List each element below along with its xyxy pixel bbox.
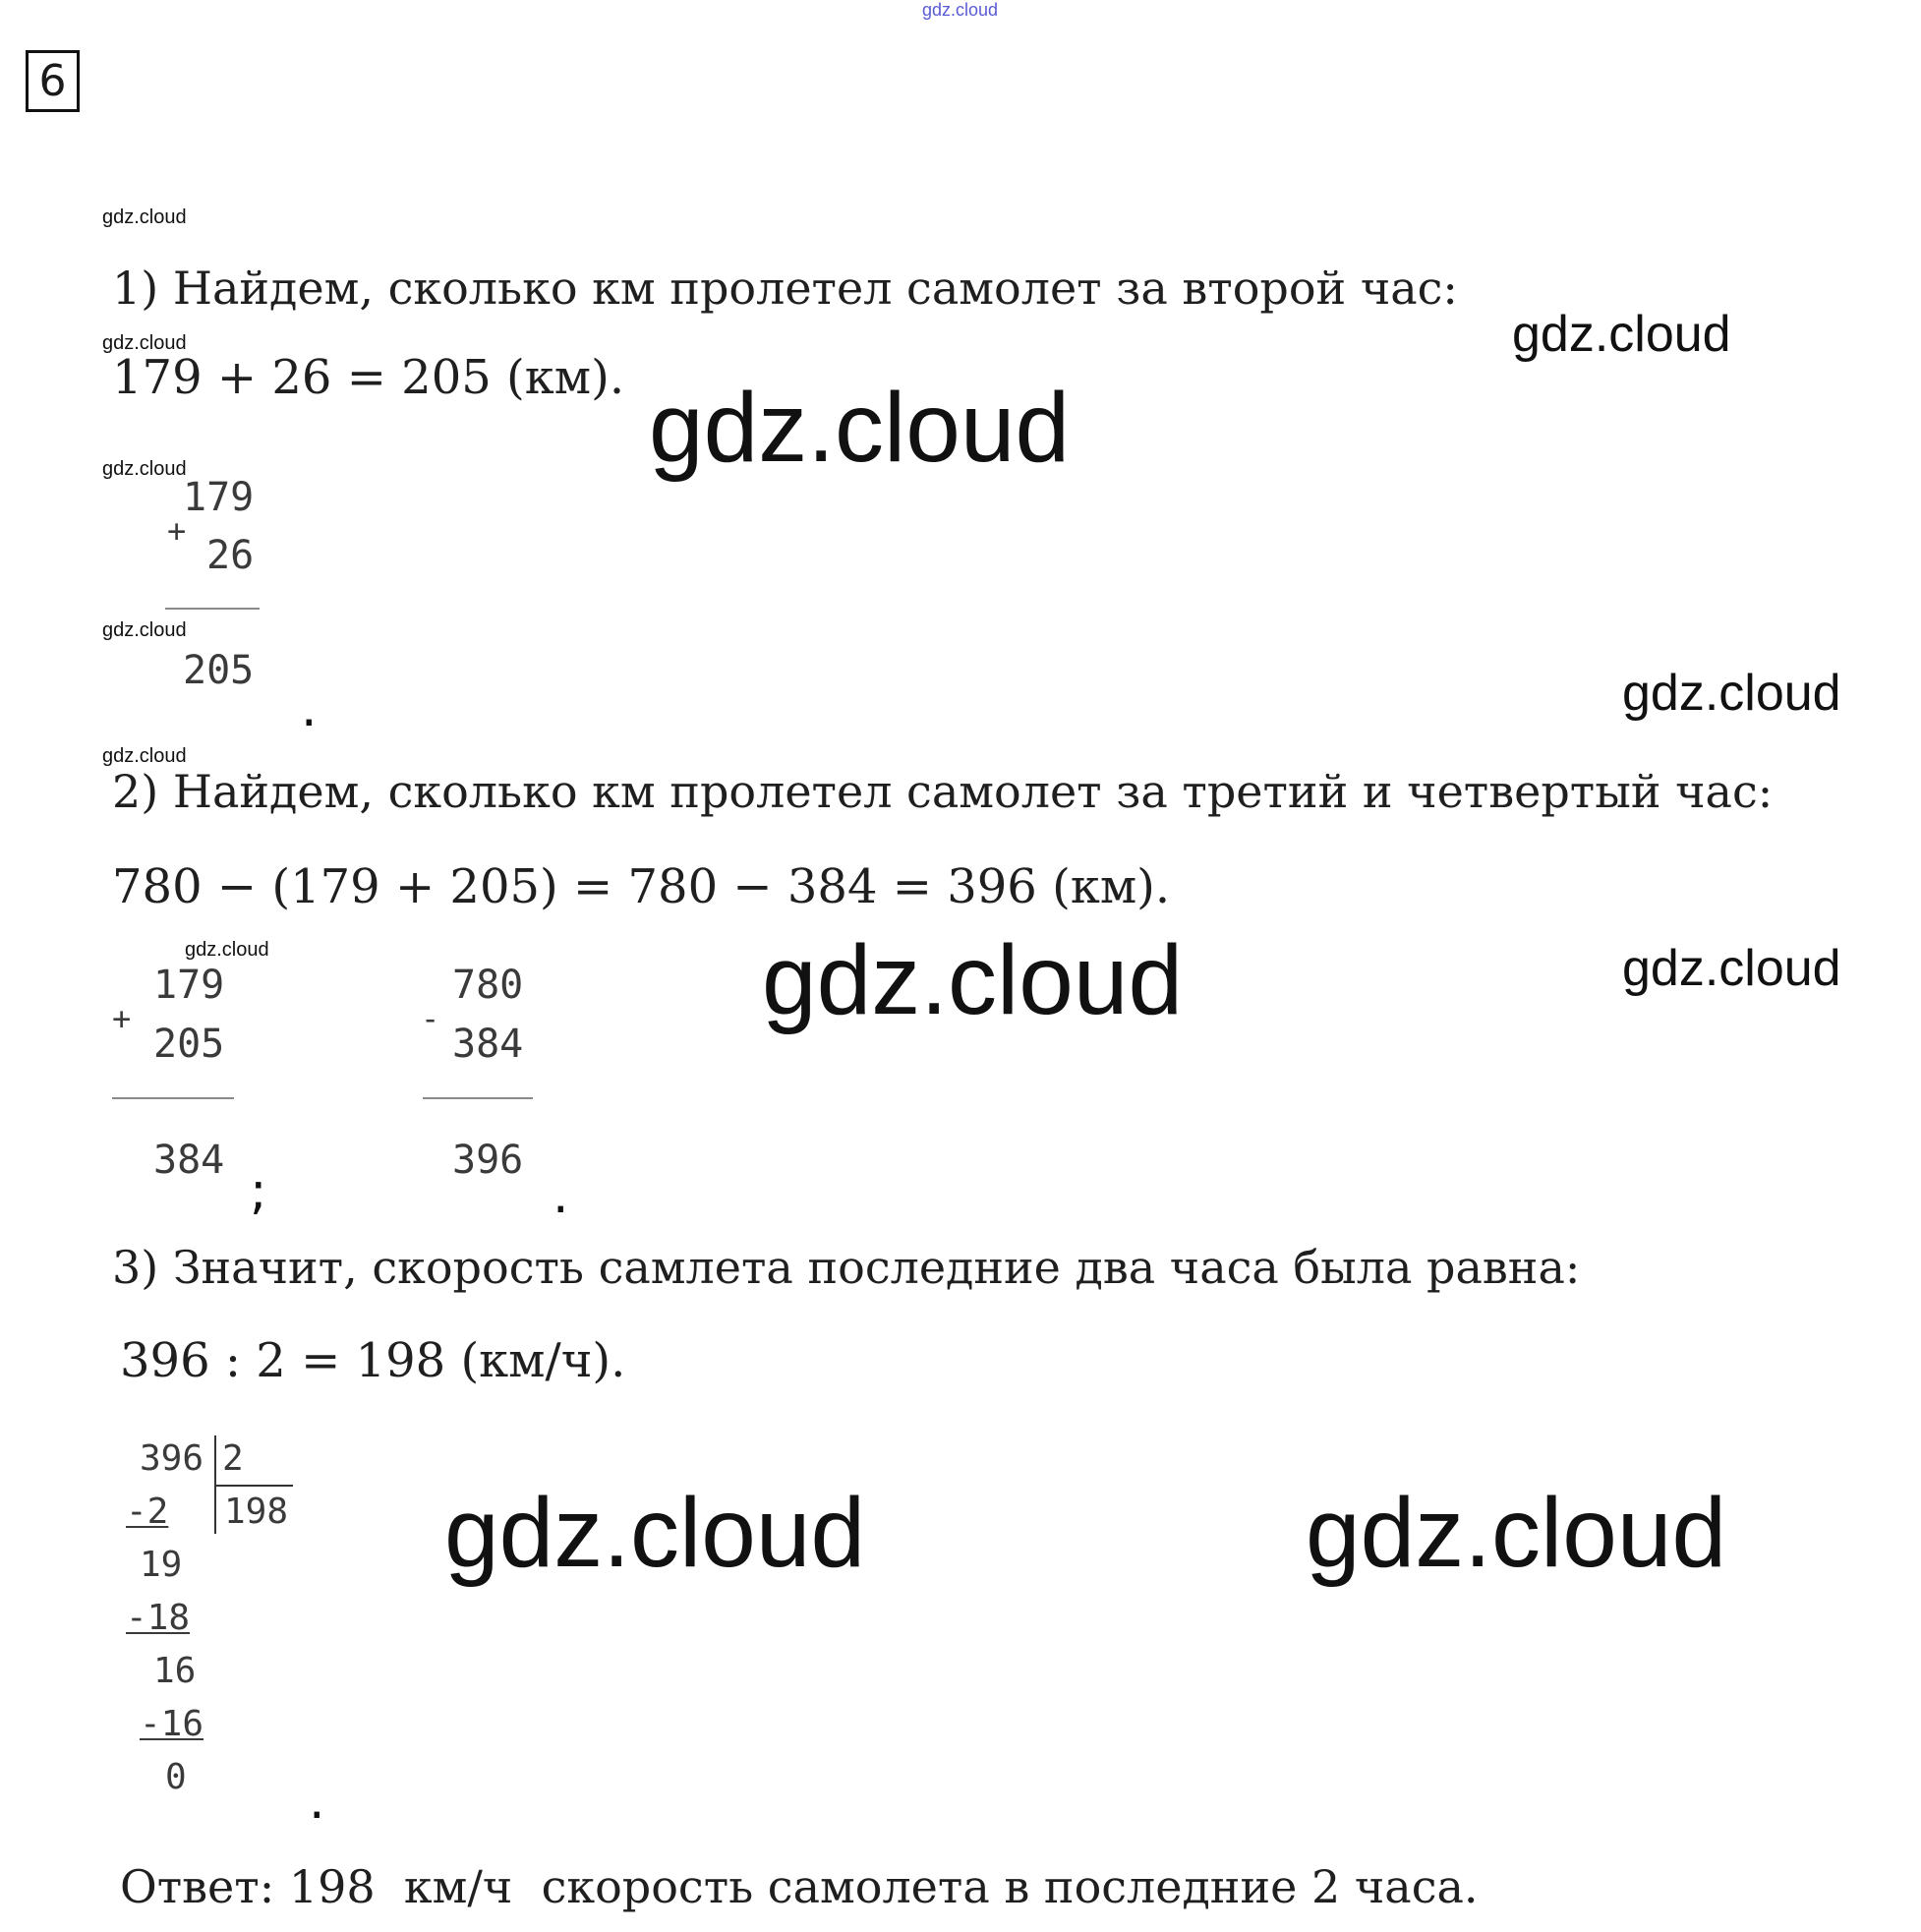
sum-rule <box>165 608 260 610</box>
dividend: 396 <box>140 1438 204 1479</box>
quotient: 198 <box>224 1492 289 1532</box>
watermark-large: gdz.cloud <box>444 1478 866 1588</box>
step1-text: 1) Найдем, сколько км пролетел самолет за второй час: <box>112 262 1458 315</box>
watermark-large: gdz.cloud <box>649 373 1071 483</box>
watermark-small: gdz.cloud <box>102 745 187 767</box>
watermark-small: gdz.cloud <box>185 939 269 961</box>
division-step-subtract: -2 <box>126 1492 169 1532</box>
end-mark: . <box>301 679 318 738</box>
addend-b: 205 <box>153 1022 225 1067</box>
watermark-top: gdz.cloud <box>922 0 999 20</box>
difference-rule <box>423 1097 533 1099</box>
plus-sign: + <box>112 1000 132 1037</box>
sum-result: 384 <box>153 1138 225 1183</box>
watermark-large: gdz.cloud <box>1306 1478 1727 1588</box>
division-step-remainder: 16 <box>153 1651 197 1691</box>
step3-text: 3) Значит, скорость самлета последние два часа была равна: <box>112 1241 1581 1294</box>
difference-result: 396 <box>452 1138 524 1183</box>
watermark-small: gdz.cloud <box>102 332 187 354</box>
minuend: 780 <box>452 963 524 1008</box>
sum-result: 205 <box>183 648 255 693</box>
watermark-medium: gdz.cloud <box>1622 665 1841 722</box>
watermark-small: gdz.cloud <box>102 619 187 641</box>
step2-expression: 780 − (179 + 205) = 780 − 384 = 396 (км). <box>112 859 1171 914</box>
sum-rule <box>112 1097 234 1099</box>
end-mark: . <box>309 1772 325 1831</box>
division-bar-horizontal <box>214 1485 293 1487</box>
answer-text: Ответ: 198 км/ч скорость самолета в последние 2 часа. <box>120 1860 1479 1913</box>
step1-expression: 179 + 26 = 205 (км). <box>112 350 625 405</box>
subtrahend: 384 <box>452 1022 524 1067</box>
end-mark: . <box>553 1166 569 1225</box>
division-step-remainder: 19 <box>140 1545 183 1585</box>
addend-b: 26 <box>206 533 255 578</box>
watermark-small: gdz.cloud <box>102 458 187 480</box>
watermark-large: gdz.cloud <box>762 925 1184 1035</box>
watermark-small: gdz.cloud <box>102 206 187 228</box>
addend-a: 179 <box>183 475 255 520</box>
step2-text: 2) Найдем, сколько км пролетел самолет за третий и четвертый час: <box>112 765 1774 818</box>
watermark-medium: gdz.cloud <box>1512 306 1731 363</box>
division-step-subtract: -18 <box>126 1598 191 1638</box>
minus-sign: - <box>421 1000 440 1037</box>
end-mark: ; <box>250 1162 267 1221</box>
division-final-remainder: 0 <box>165 1757 187 1797</box>
step3-expression: 396 : 2 = 198 (км/ч). <box>120 1333 626 1388</box>
addend-a: 179 <box>153 963 225 1008</box>
task-number-box: 6 <box>26 50 80 112</box>
divisor: 2 <box>222 1438 244 1479</box>
plus-sign: + <box>167 512 187 550</box>
watermark-medium: gdz.cloud <box>1622 940 1841 997</box>
division-step-subtract: -16 <box>140 1704 204 1744</box>
